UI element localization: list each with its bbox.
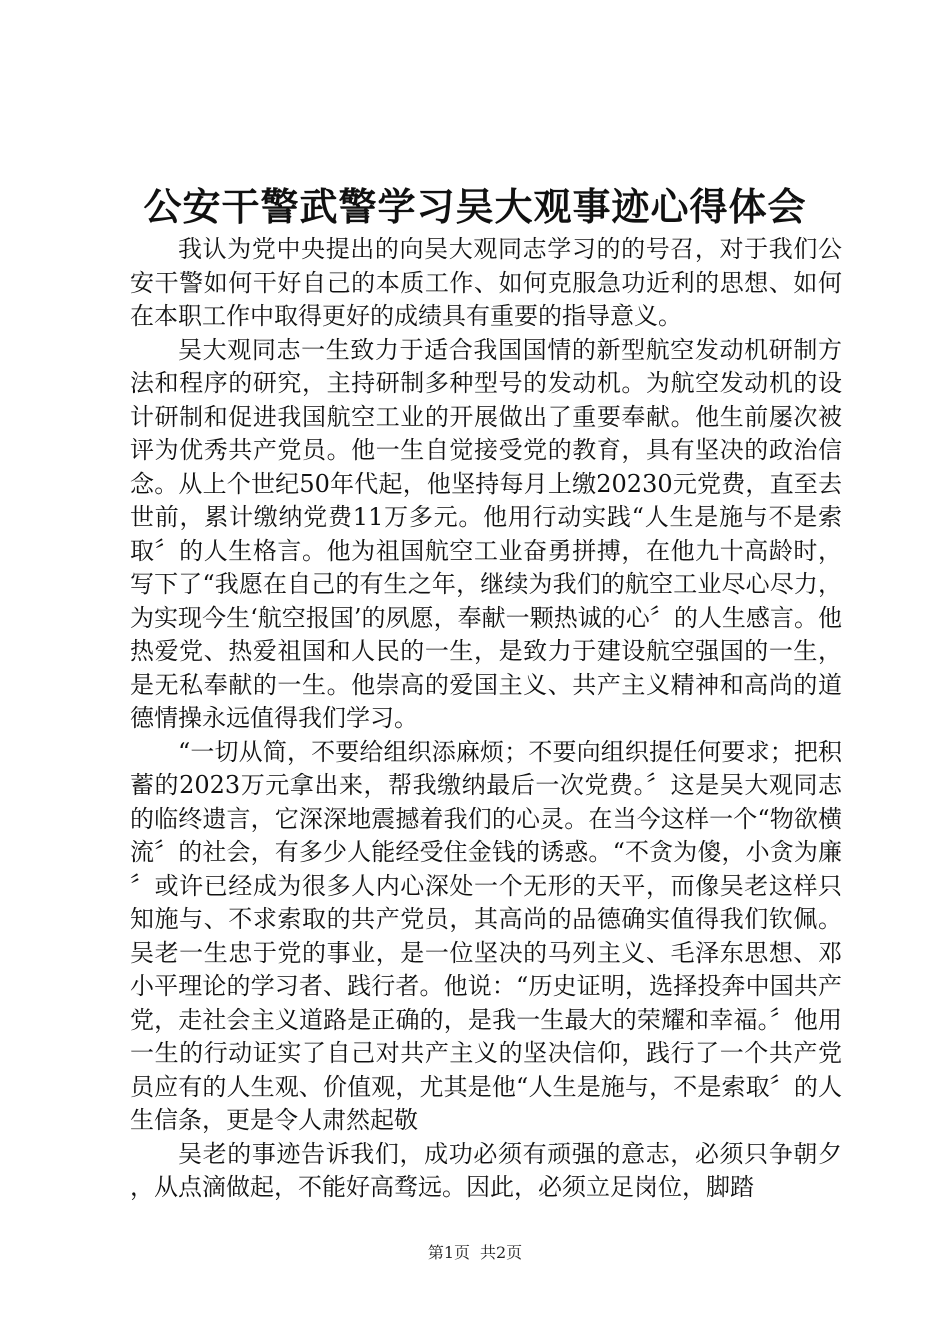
page-total: 共2页: [480, 1243, 523, 1262]
page-footer: [0, 1242, 950, 1264]
paragraph-biography: 吴大观同志一生致力于适合我国国情的新型航空发动机研制方法和程序的研究，主持研制多种型号的发动机。为航空发动机的设计研制和促进我国航空工业的开展做出了重要奉献。他生前屡次被评为优秀共产党员。他一生自觉接受党的教育，具有坚决的政治信念。从上个世纪50年代起，他坚持每月上缴20230元党费，直至去世前，累计缴纳党费11万多元。他用行动实践“人生是施与不是索取〞的人生格言。他为祖国航空工业奋勇拼搏，在他九十高龄时，写下了“我愿在自己的有生之年，继续为我们的航空工业尽心尽力，为实现今生‘航空报国’的夙愿，奉献一颗热诚的心〞的人生感言。他热爱党、热爱祖国和人民的一生，是致力于建设航空强国的一生，是无私奉献的一生。他崇高的爱国主义、共产主义精神和高尚的道德情操永远值得我们学习。: [130, 335, 842, 732]
paragraph-intro: 我认为党中央提出的向吴大观同志学习的的号召，对于我们公安干警如何干好自己的本质工作、如何克服急功近利的思想、如何在本职工作中取得更好的成绩具有重要的指导意义。: [130, 235, 842, 330]
document-body: [130, 233, 842, 1205]
paragraph-last-words: “一切从简，不要给组织添麻烦；不要向组织提任何要求；把积蓄的2023万元拿出来，帮我缴纳最后一次党费。〞这是吴大观同志的临终遗言，它深深地震撼着我们的心灵。在当今这样一个“物欲横流〞的社会，有多少人能经受住金钱的诱惑。“不贪为傻，小贪为廉〞或许已经成为很多人内心深处一个无形的天平，而像吴老这样只知施与、不求索取的共产党员，其高尚的品德确实值得我们钦佩。吴老一生忠于党的事业，是一位坚决的马列主义、毛泽东思想、邓小平理论的学习者、践行者。他说：“历史证明，选择投奔中国共产党，走社会主义道路是正确的，是我一生最大的荣耀和幸福。〞他用一生的行动证实了自己对共产主义的坚决信仰，践行了一个共产党员应有的人生观、价值观，尤其是他“人生是施与，不是索取〞的人生信条，更是令人肃然起敬: [130, 737, 842, 1134]
paragraph-lessons: 吴老的事迹告诉我们，成功必须有顽强的意志，必须只争朝夕，从点滴做起，不能好高骛远。因此，必须立足岗位，脚踏: [130, 1139, 842, 1201]
document-title: 公安干警武警学习吴大观事迹心得体会: [143, 184, 807, 229]
page-number: 第1页: [427, 1243, 470, 1262]
